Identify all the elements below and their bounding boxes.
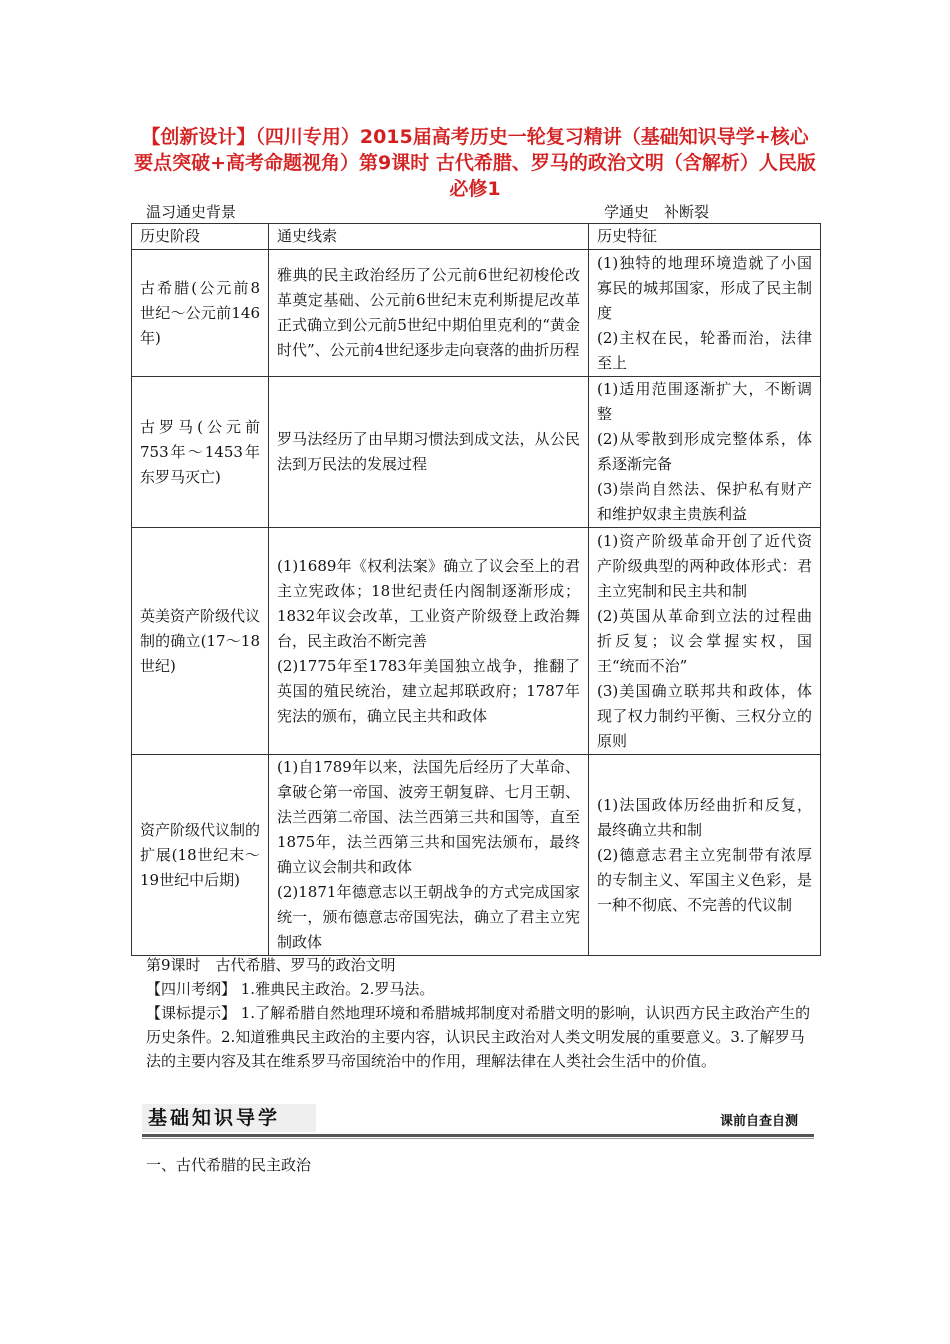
feature-text: (1)适用范围逐渐扩大，不断调整 (597, 380, 812, 423)
clue-text: (1)1689年《权利法案》确立了议会至上的君主立宪政体；18世纪责任内阁制逐渐形成；1832年议会改革，工业资产阶级登上政治舞台，民主政治不断完善 (277, 556, 580, 650)
feature-text: (1)法国政体历经曲折和反复，最终确立共和制 (597, 795, 812, 839)
curriculum-tips: 【课标提示】 1.了解希腊自然地理环境和希腊城邦制度对希腊文明的影响，认识西方民主政治产生的历史条件。2.知道雅典民主政治的主要内容，认识民主政治对人类文明发展的重要意义。3.了解罗马法的主要内容及其在维系罗马帝国统治中的作用，理解法律在人类社会生活中的价值。 (146, 1004, 811, 1070)
document-title: 【创新设计】（四川专用）2015届高考历史一轮复习精讲（基础知识导学+核心要点突破+高考命题视角）第9课时 古代希腊、罗马的政治文明（含解析）人民版必修1 (134, 126, 816, 200)
subhead-right: 学通史 补断裂 (604, 203, 710, 221)
banner-divider-thin (142, 1138, 814, 1139)
table-row (132, 755, 821, 956)
feature-text: (2)德意志君主立宪制带有浓厚的专制主义、军国主义色彩，是一种不彻底、不完善的代议制 (597, 845, 812, 914)
feature-text: (3)美国确立联邦共和政体，体现了权力制约平衡、三权分立的原则 (597, 681, 812, 750)
clues-cell (269, 377, 589, 528)
clue-text: 雅典的民主政治经历了公元前6世纪初梭伦改革奠定基础、公元前6世纪末克利斯提尼改革正式确立到公元前5世纪中期伯里克利的“黄金时代”、公元前4世纪逐步走向衰落的曲折历程 (277, 266, 580, 359)
table-row (132, 250, 821, 377)
header-stage: 历史阶段 (132, 224, 269, 250)
table-row (132, 528, 821, 755)
stage-cell: 资产阶级代议制的扩展(18世纪末～19世纪中后期) (132, 755, 269, 956)
feature-text: (2)主权在民，轮番而治，法律至上 (597, 328, 812, 372)
feature-text: (3)崇尚自然法、保护私有财产和维护奴隶主贵族利益 (597, 480, 812, 523)
feature-text: (1)资产阶级革命开创了近代资产阶级典型的两种政体形式：君主立宪制和民主共和制 (597, 531, 812, 600)
feature-text: (2)英国从革命到立法的过程曲折反复；议会掌握实权，国王“统而不治” (597, 606, 812, 675)
feature-text: (1)独特的地理环境造就了小国寡民的城邦国家，形成了民主制度 (597, 253, 812, 322)
subhead-left: 温习通史背景 (146, 203, 237, 221)
banner-title: 基础知识导学 (142, 1104, 316, 1132)
clues-cell (269, 528, 589, 755)
banner-divider (142, 1134, 814, 1137)
stage-cell: 古罗马(公元前753年～1453年东罗马灭亡) (132, 377, 269, 528)
clues-cell (269, 755, 589, 956)
history-table (131, 223, 821, 956)
features-cell (589, 250, 821, 377)
header-features: 历史特征 (589, 224, 821, 250)
lesson-line: 第9课时 古代希腊、罗马的政治文明 (146, 956, 396, 974)
clue-text: (1)自1789年以来，法国先后经历了大革命、拿破仑第一帝国、波旁王朝复辟、七月王朝、法兰西第二帝国、法兰西第三共和国等，直至1875年，法兰西第三共和国宪法颁布，最终确立议会制共和政体 (277, 758, 580, 876)
feature-text: (2)从零散到形成完整体系，体系逐渐完备 (597, 430, 812, 473)
table-header-row (132, 224, 821, 250)
clue-text: (2)1871年德意志以王朝战争的方式完成国家统一，颁布德意志帝国宪法，确立了君主立宪制政体 (277, 883, 580, 951)
banner-subtitle: 课前自查自测 (719, 1114, 798, 1129)
section-banner (142, 1104, 814, 1140)
exam-outline: 【四川考纲】 1.雅典民主政治。2.罗马法。 (146, 980, 435, 998)
features-cell (589, 377, 821, 528)
table-row (132, 377, 821, 528)
stage-cell: 英美资产阶级代议制的确立(17～18世纪) (132, 528, 269, 755)
clues-cell (269, 250, 589, 377)
header-clues: 通史线索 (269, 224, 589, 250)
features-cell (589, 528, 821, 755)
section-heading: 一、古代希腊的民主政治 (146, 1156, 312, 1174)
features-cell (589, 755, 821, 956)
stage-cell: 古希腊(公元前8世纪～公元前146年) (132, 250, 269, 377)
clue-text: (2)1775年至1783年美国独立战争，推翻了英国的殖民统治，建立起邦联政府；1787年宪法的颁布，确立民主共和政体 (277, 656, 580, 725)
clue-text: 罗马法经历了由早期习惯法到成文法，从公民法到万民法的发展过程 (277, 430, 580, 473)
